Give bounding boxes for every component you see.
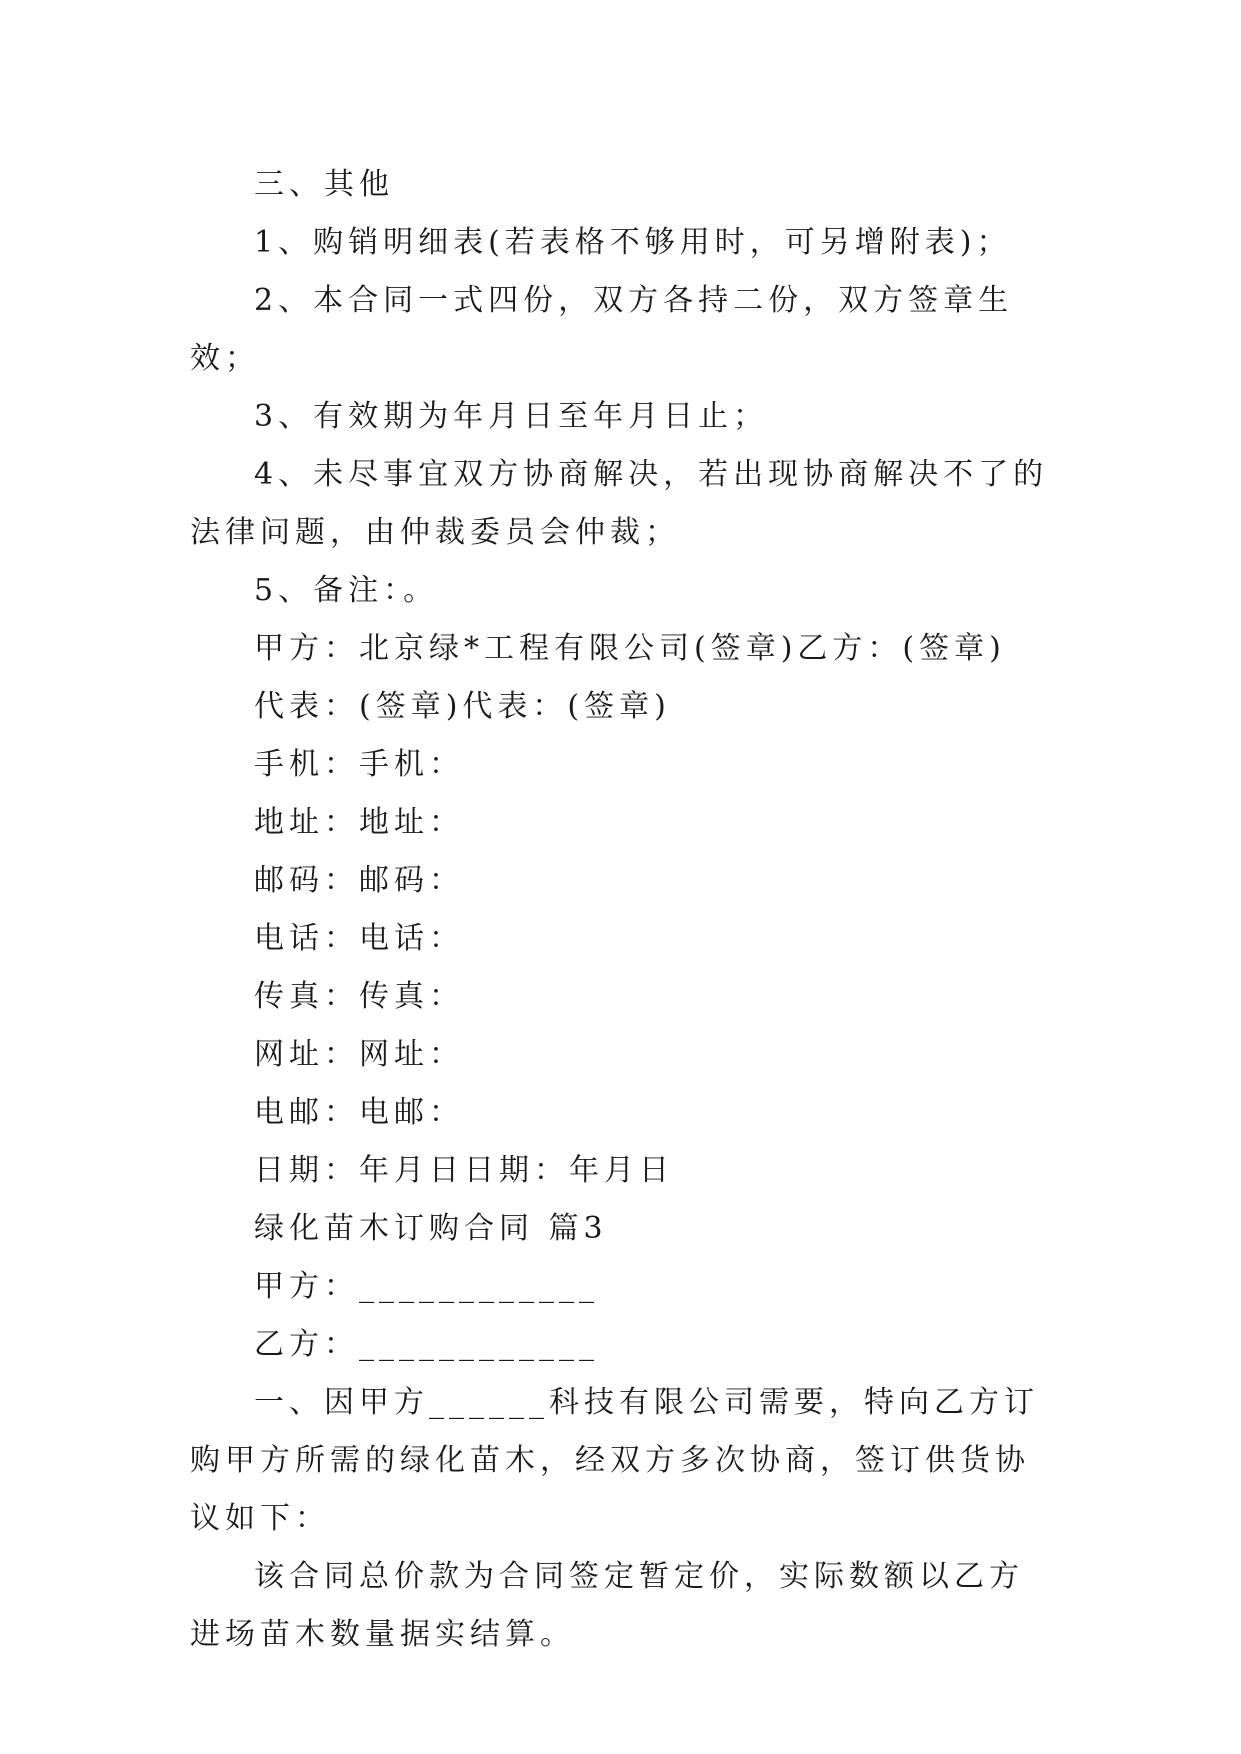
clause-1: 1、购销明细表(若表格不够用时，可另增附表)； [254,225,1012,260]
article-1: 一、因甲方______科技有限公司需要，特向乙方订购甲方所需的绿化苗木，经双方多次协商，签订供货协议如下： [190,1385,1039,1536]
contract-title: 绿化苗木订购合同 篇3 [254,1211,608,1246]
clause-3: 3、有效期为年月日至年月日止； [254,399,769,434]
postcode-line: 邮码：邮码： [254,863,464,898]
representative-line: 代表：(签章)代表：(签章) [254,689,671,724]
party-b-line: 乙方：____________ [254,1327,599,1362]
mobile-line: 手机：手机： [254,747,464,782]
document-body [190,156,1050,1664]
fax-line: 传真：传真： [254,979,464,1014]
email-line: 电邮：电邮： [254,1095,464,1130]
clause-5: 5、备注：。 [254,573,439,608]
party-a-line: 甲方：____________ [254,1269,599,1304]
phone-line: 电话：电话： [254,921,464,956]
website-line: 网址：网址： [254,1037,464,1072]
clause-4: 4、未尽事宜双方协商解决，若出现协商解决不了的法律问题，由仲裁委员会仲裁； [190,457,1049,550]
party-line: 甲方：北京绿*工程有限公司(签章)乙方：(签章) [254,631,1006,666]
date-line: 日期：年月日日期：年月日 [254,1153,674,1188]
address-line: 地址：地址： [254,805,464,840]
clause-2: 2、本合同一式四份，双方各持二份，双方签章生效； [190,283,1014,376]
price-note: 该合同总价款为合同签定暂定价，实际数额以乙方进场苗木数量据实结算。 [190,1559,1024,1652]
section-heading-other: 三、其他 [254,167,394,202]
